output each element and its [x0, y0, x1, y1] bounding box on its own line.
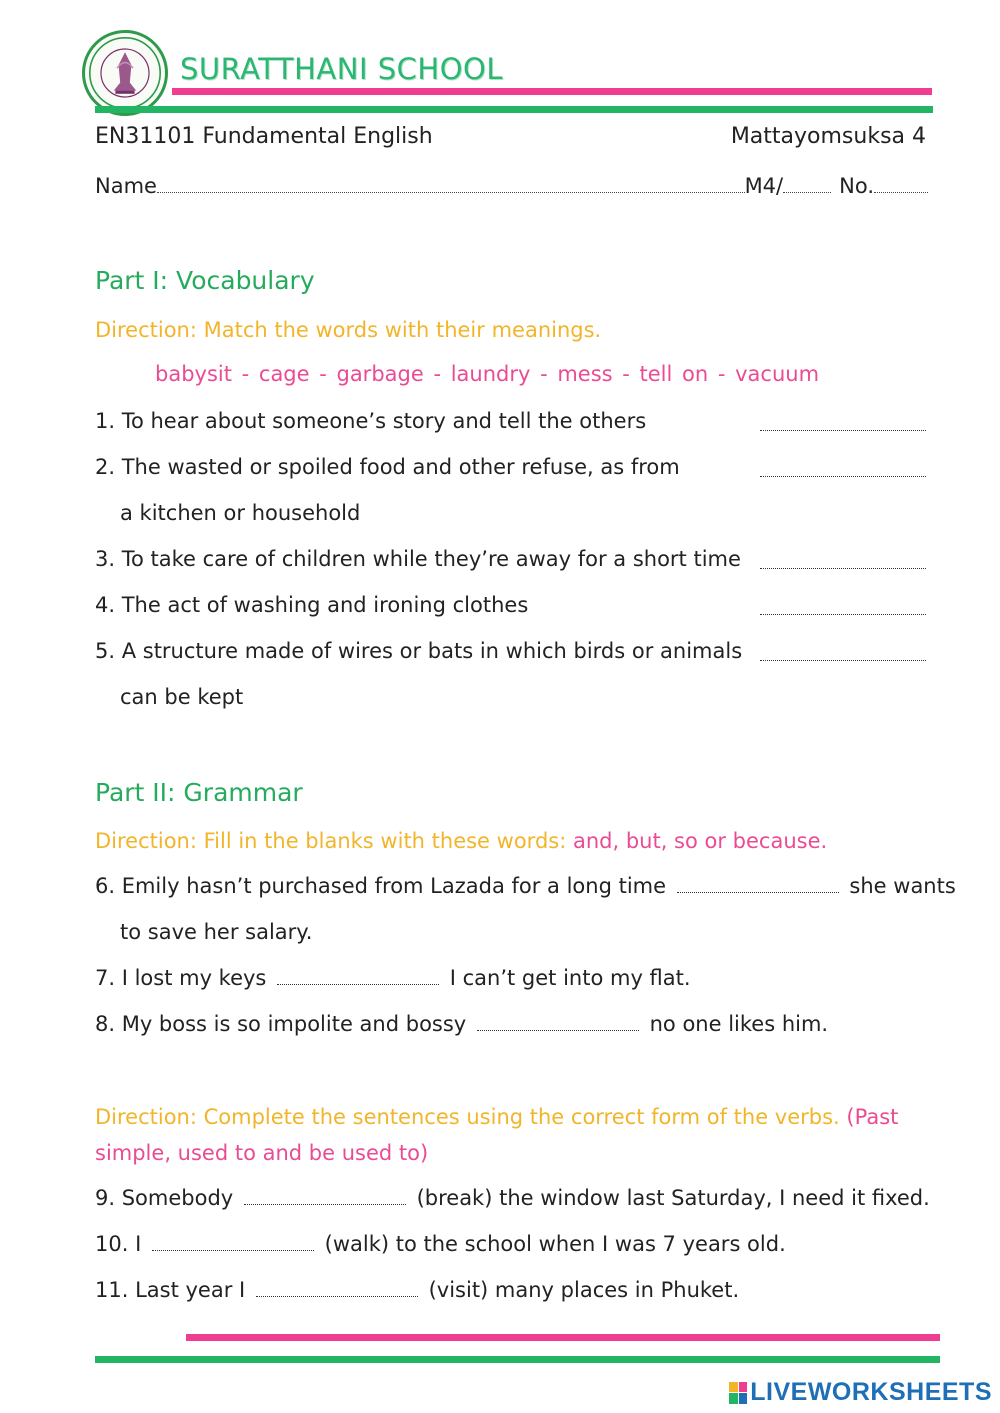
liveworksheets-brand: LIVEWORKSHEETS	[750, 1378, 992, 1406]
footer-green-rule	[95, 1356, 940, 1363]
grammar-q9	[95, 1186, 930, 1210]
q6-blank[interactable]	[677, 880, 839, 893]
grammar-q7	[95, 966, 691, 990]
part2-title: Part II: Grammar	[95, 778, 303, 807]
vocab-answer-3[interactable]	[760, 568, 926, 569]
grade-level: Mattayomsuksa 4	[730, 124, 926, 149]
header-green-rule	[95, 106, 933, 113]
liveworksheets-icon	[729, 1382, 747, 1404]
vocab-item-4: 4. The act of washing and ironing clothes	[95, 593, 529, 617]
q11-blank[interactable]	[256, 1284, 418, 1297]
vocab-answer-1[interactable]	[760, 430, 926, 431]
grammar-q10	[95, 1232, 786, 1256]
q6-text-after: she wants	[849, 874, 956, 898]
vocab-item-5-cont: can be kept	[120, 685, 244, 709]
vocab-item-5: 5. A structure made of wires or bats in which birds or animals	[95, 639, 743, 663]
grammar-q11	[95, 1278, 739, 1302]
grammar-q8	[95, 1012, 828, 1036]
q7-text-before: 7. I lost my keys	[95, 966, 267, 990]
name-field[interactable]	[157, 176, 745, 193]
q8-text-after: no one likes him.	[649, 1012, 829, 1036]
grammar-q6	[95, 874, 956, 898]
school-logo	[82, 30, 168, 116]
vocab-item-2-cont: a kitchen or household	[120, 501, 361, 525]
liveworksheets-logo	[729, 1378, 992, 1407]
number-label: No.	[839, 174, 874, 198]
direction-2-tenses: (Past	[839, 1105, 899, 1129]
vocab-item-3: 3. To take care of children while they’re away for a short time	[95, 547, 741, 571]
q7-blank[interactable]	[277, 972, 439, 985]
header-pink-rule	[172, 88, 932, 95]
q8-blank[interactable]	[477, 1018, 639, 1031]
part2-direction-2	[95, 1105, 898, 1129]
vocab-answer-5[interactable]	[760, 660, 926, 661]
footer-pink-rule	[186, 1334, 940, 1341]
q9-text-before: 9. Somebody	[95, 1186, 234, 1210]
class-field[interactable]	[783, 176, 831, 193]
school-emblem-icon	[85, 33, 165, 113]
q10-blank[interactable]	[152, 1238, 314, 1251]
part2-direction-1	[95, 829, 827, 853]
direction-2-text: Direction: Complete the sentences using the correct form of the verbs.	[95, 1105, 840, 1129]
school-name: SURATTHANI SCHOOL	[180, 52, 503, 86]
word-bank: babysit - cage - garbage - laundry - mess - tell on - vacuum	[155, 362, 820, 386]
vocab-answer-4[interactable]	[760, 614, 926, 615]
name-label: Name	[95, 174, 157, 198]
q10-text-before: 10. I	[95, 1232, 142, 1256]
q10-text-after: (walk) to the school when I was 7 years old.	[324, 1232, 786, 1256]
number-field[interactable]	[874, 176, 928, 193]
course-title: EN31101 Fundamental English	[95, 124, 433, 149]
q6-text-before: 6. Emily hasn’t purchased from Lazada for a long time	[95, 874, 667, 898]
vocab-answer-2[interactable]	[760, 476, 926, 477]
part2-direction-2-cont: simple, used to and be used to)	[95, 1141, 429, 1165]
grammar-q6-cont: to save her salary.	[120, 920, 313, 944]
class-label: M4/	[744, 174, 784, 198]
q8-text-before: 8. My boss is so impolite and bossy	[95, 1012, 467, 1036]
part1-title: Part I: Vocabulary	[95, 266, 315, 295]
q11-text-before: 11. Last year I	[95, 1278, 246, 1302]
q9-blank[interactable]	[244, 1192, 406, 1205]
vocab-item-2: 2. The wasted or spoiled food and other refuse, as from	[95, 455, 680, 479]
q9-text-after: (break) the window last Saturday, I need it fixed.	[416, 1186, 930, 1210]
direction-1-text: Direction: Fill in the blanks with these words:	[95, 829, 567, 853]
q11-text-after: (visit) many places in Phuket.	[428, 1278, 740, 1302]
direction-1-words: and, but, so or because.	[566, 829, 828, 853]
q7-text-after: I can’t get into my flat.	[449, 966, 691, 990]
vocab-item-1: 1. To hear about someone’s story and tell the others	[95, 409, 647, 433]
part1-direction: Direction: Match the words with their meanings.	[95, 318, 602, 342]
student-info-line	[95, 174, 928, 198]
